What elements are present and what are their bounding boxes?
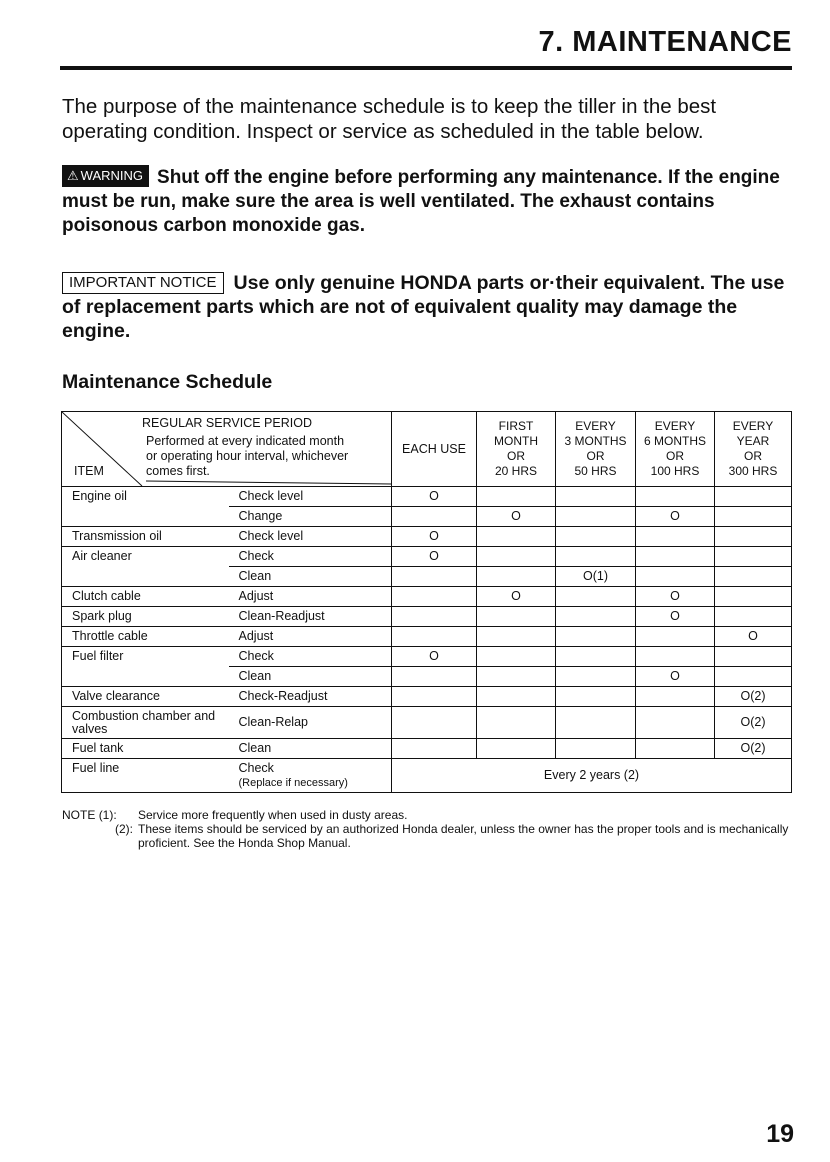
fuel-line-interval: Every 2 years (2) <box>392 759 792 793</box>
interval-mark-first: O <box>477 587 556 607</box>
interval-mark-each-use <box>392 587 477 607</box>
page-number: 19 <box>766 1120 794 1148</box>
table-row <box>62 587 792 607</box>
interval-mark-m6: O <box>636 587 715 607</box>
header-year-l3: OR <box>744 449 762 463</box>
interval-mark-first <box>477 607 556 627</box>
table-row <box>62 607 792 627</box>
notice-text: Use only genuine HONDA parts or·their equivalent. The use of replacement parts which are not of equivalent quality may damage the engine. <box>62 272 785 342</box>
header-year-l2: YEAR <box>736 434 770 448</box>
interval-mark-each-use <box>392 707 477 739</box>
interval-mark-m3 <box>556 587 636 607</box>
table-row <box>62 687 792 707</box>
interval-mark-m3 <box>556 527 636 547</box>
interval-mark-year <box>715 527 792 547</box>
interval-mark-each-use <box>392 507 477 527</box>
interval-mark-m3 <box>556 667 636 687</box>
item-name: Valve clearance <box>62 687 229 707</box>
table-row <box>62 739 792 759</box>
item-action: Check level <box>229 527 392 547</box>
interval-mark-year <box>715 667 792 687</box>
interval-mark-year <box>715 647 792 667</box>
interval-mark-first <box>477 707 556 739</box>
interval-mark-each-use: O <box>392 487 477 507</box>
fuel-line-action <box>229 759 392 793</box>
interval-mark-m6 <box>636 547 715 567</box>
item-name: Combustion chamber and valves <box>62 707 229 739</box>
title-rule <box>60 66 792 70</box>
warning-block <box>62 165 794 238</box>
interval-mark-m3 <box>556 487 636 507</box>
header-6m-l2: 6 MONTHS <box>643 434 706 448</box>
interval-mark-each-use <box>392 739 477 759</box>
item-action: Check <box>229 647 392 667</box>
header-every-6-months <box>636 412 715 487</box>
notes <box>62 808 797 850</box>
item-name <box>62 507 229 527</box>
item-action: Adjust <box>229 587 392 607</box>
interval-mark-first <box>477 627 556 647</box>
item-name: Fuel filter <box>62 647 229 667</box>
interval-mark-m6 <box>636 707 715 739</box>
header-first-l1: FIRST <box>498 419 534 433</box>
interval-mark-first <box>477 739 556 759</box>
table-row <box>62 527 792 547</box>
interval-mark-m3 <box>556 707 636 739</box>
table-row <box>62 487 792 507</box>
item-name <box>62 667 229 687</box>
interval-mark-each-use <box>392 687 477 707</box>
interval-mark-m3 <box>556 547 636 567</box>
item-action: Check-Readjust <box>229 687 392 707</box>
interval-mark-each-use <box>392 567 477 587</box>
header-3m-l3: OR <box>586 449 605 463</box>
interval-mark-m6: O <box>636 507 715 527</box>
item-action: Clean <box>229 567 392 587</box>
notice-block <box>62 271 794 343</box>
interval-mark-m3 <box>556 607 636 627</box>
interval-mark-m6 <box>636 567 715 587</box>
item-name: Clutch cable <box>62 587 229 607</box>
interval-mark-first <box>477 667 556 687</box>
header-every-3-months <box>556 412 636 487</box>
interval-mark-year <box>715 607 792 627</box>
interval-mark-year <box>715 567 792 587</box>
schedule-heading: Maintenance Schedule <box>62 371 273 393</box>
interval-mark-year <box>715 587 792 607</box>
interval-mark-m6 <box>636 687 715 707</box>
interval-mark-m6 <box>636 739 715 759</box>
item-name: Throttle cable <box>62 627 229 647</box>
interval-mark-m3 <box>556 647 636 667</box>
interval-mark-first <box>477 487 556 507</box>
interval-mark-first <box>477 567 556 587</box>
item-action: Clean <box>229 739 392 759</box>
interval-mark-each-use: O <box>392 547 477 567</box>
note-1 <box>62 808 797 822</box>
note-label: NOTE <box>62 808 96 822</box>
notice-badge: IMPORTANT NOTICE <box>62 272 224 294</box>
header-line-1: Performed at every indicated month <box>146 434 345 448</box>
header-line-2: or operating hour interval, whichever <box>146 449 349 463</box>
interval-mark-year: O <box>715 627 792 647</box>
table-row <box>62 567 792 587</box>
interval-mark-year: O(2) <box>715 687 792 707</box>
note-2-number: (2): <box>115 822 133 836</box>
warning-badge <box>62 165 149 187</box>
item-label: ITEM <box>74 464 104 478</box>
interval-mark-each-use <box>392 667 477 687</box>
interval-mark-first <box>477 547 556 567</box>
interval-mark-year <box>715 487 792 507</box>
item-name: Transmission oil <box>62 527 229 547</box>
item-action: Clean-Relap <box>229 707 392 739</box>
interval-mark-m3 <box>556 687 636 707</box>
item-action: Check level <box>229 487 392 507</box>
header-year-l1: EVERY <box>732 419 774 433</box>
note-1-text: Service more frequently when used in dusty areas. <box>138 808 408 822</box>
warning-badge-label: WARNING <box>80 168 144 183</box>
header-diagonal-cell <box>62 412 392 487</box>
interval-mark-year <box>715 507 792 527</box>
note-1-number: (1): <box>98 808 117 822</box>
fuel-line-item: Fuel line <box>62 759 229 793</box>
table-row <box>62 627 792 647</box>
regular-service-period-label: REGULAR SERVICE PERIOD <box>142 416 312 430</box>
header-every-year <box>715 412 792 487</box>
header-first-month <box>477 412 556 487</box>
interval-mark-first <box>477 687 556 707</box>
item-name: Spark plug <box>62 607 229 627</box>
item-name: Engine oil <box>62 487 229 507</box>
interval-mark-each-use <box>392 627 477 647</box>
table-header-row <box>62 412 792 487</box>
header-year-l4: 300 HRS <box>728 464 778 478</box>
interval-mark-each-use: O <box>392 527 477 547</box>
fuel-line-action-2: (Replace if necessary) <box>238 776 348 789</box>
header-first-l2: MONTH <box>494 434 538 448</box>
interval-mark-first <box>477 527 556 547</box>
warning-triangle-icon: ⚠ <box>67 168 79 183</box>
interval-mark-year: O(2) <box>715 739 792 759</box>
interval-mark-m3 <box>556 739 636 759</box>
interval-mark-year <box>715 547 792 567</box>
header-3m-l2: 3 MONTHS <box>564 434 627 448</box>
header-first-l4: 20 HRS <box>494 464 538 478</box>
warning-text: Shut off the engine before performing any maintenance. If the engine must be run, make sure the area is well ventilated. The exhaust contains poisonous carbon monoxide gas. <box>62 167 780 236</box>
header-3m-l4: 50 HRS <box>574 464 617 478</box>
table-row <box>62 507 792 527</box>
interval-mark-m6 <box>636 487 715 507</box>
interval-mark-m3 <box>556 507 636 527</box>
interval-mark-first: O <box>477 507 556 527</box>
table-row <box>62 647 792 667</box>
item-name <box>62 567 229 587</box>
header-line-3: comes first. <box>146 464 210 478</box>
note-2-text: These items should be serviced by an authorized Honda dealer, unless the owner has the proper tools and is mechanically proficient. See the Honda Shop Manual. <box>138 822 789 850</box>
interval-mark-m3: O(1) <box>556 567 636 587</box>
item-action: Check <box>229 547 392 567</box>
header-3m-l1: EVERY <box>575 419 616 433</box>
item-action: Clean-Readjust <box>229 607 392 627</box>
header-first-l3: OR <box>507 449 525 463</box>
header-6m-l1: EVERY <box>654 419 696 433</box>
table-row <box>62 667 792 687</box>
table-row <box>62 707 792 739</box>
fuel-line-action-1: Check <box>238 760 274 775</box>
interval-mark-m3 <box>556 627 636 647</box>
interval-mark-m6: O <box>636 667 715 687</box>
table-row-fuel-line <box>62 759 792 793</box>
table-row <box>62 547 792 567</box>
interval-mark-m6 <box>636 647 715 667</box>
item-action: Adjust <box>229 627 392 647</box>
interval-mark-m6: O <box>636 607 715 627</box>
item-action: Change <box>229 507 392 527</box>
header-6m-l3: OR <box>666 449 684 463</box>
interval-mark-m6 <box>636 527 715 547</box>
item-name: Fuel tank <box>62 739 229 759</box>
interval-mark-year: O(2) <box>715 707 792 739</box>
interval-mark-each-use <box>392 607 477 627</box>
interval-mark-first <box>477 647 556 667</box>
note-2 <box>62 822 797 850</box>
intro-paragraph: The purpose of the maintenance schedule is to keep the tiller in the best operating condition. Inspect or service as scheduled in the table below. <box>62 95 717 143</box>
item-name: Air cleaner <box>62 547 229 567</box>
interval-mark-each-use: O <box>392 647 477 667</box>
interval-mark-m6 <box>636 627 715 647</box>
header-6m-l4: 100 HRS <box>650 464 700 478</box>
item-action: Clean <box>229 667 392 687</box>
header-each-use: EACH USE <box>392 412 477 487</box>
maintenance-schedule-table <box>61 411 792 793</box>
chapter-title: 7. MAINTENANCE <box>538 26 792 58</box>
